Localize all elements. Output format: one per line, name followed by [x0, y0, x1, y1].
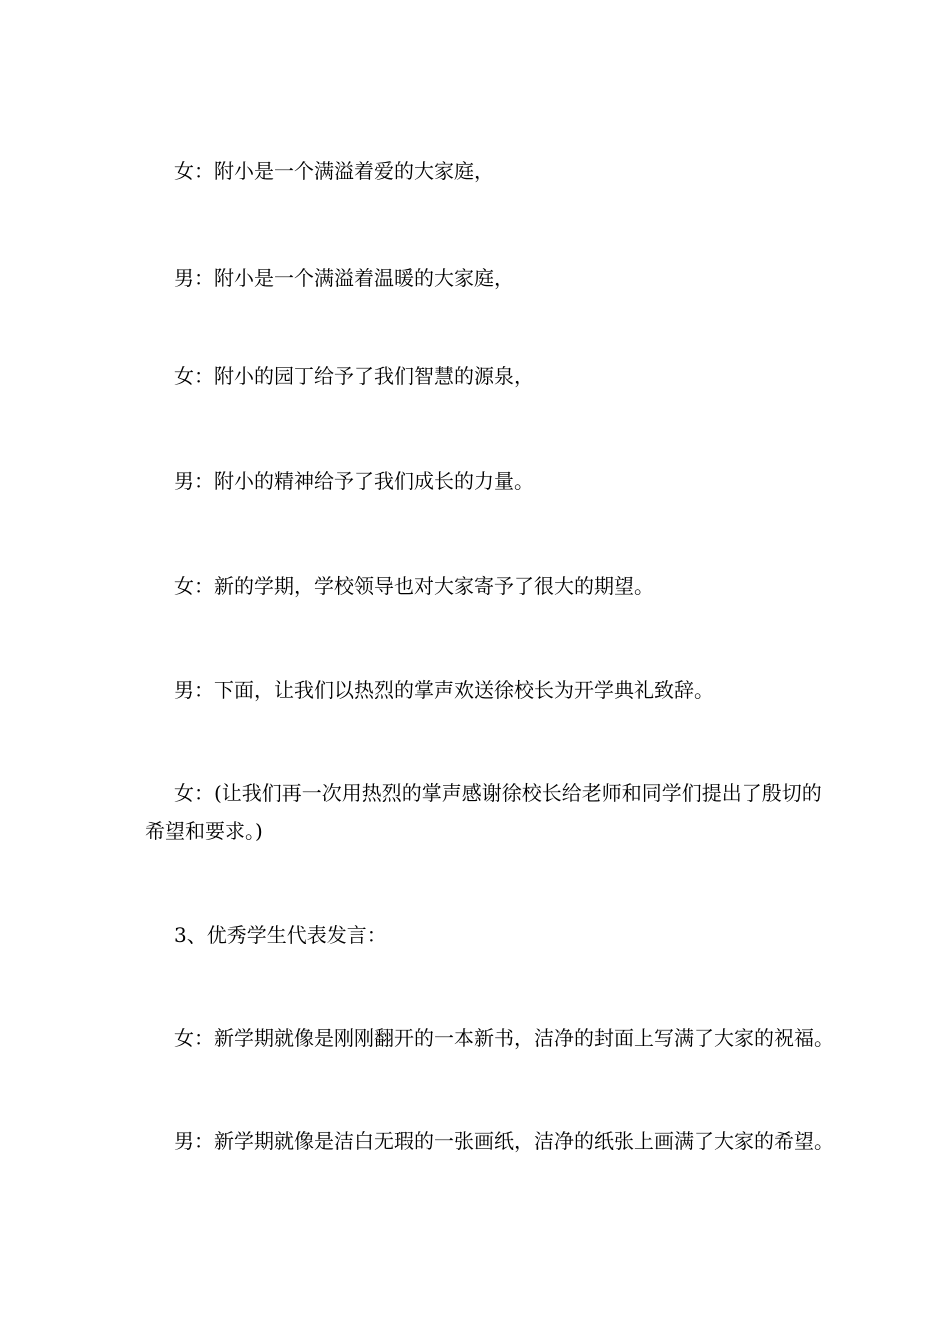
- paragraph-7: 女：(让我们再一次用热烈的掌声感谢徐校长给老师和同学们提出了殷切的希望和要求。): [145, 781, 822, 843]
- section-heading: 3、优秀学生代表发言：: [174, 923, 387, 947]
- paragraph-9: 男：新学期就像是洁白无瑕的一张画纸，洁净的纸张上画满了大家的希望。: [174, 1129, 834, 1153]
- paragraph-1: 女：附小是一个满溢着爱的大家庭，: [174, 159, 494, 183]
- paragraph-2: 男：附小是一个满溢着温暖的大家庭，: [174, 266, 514, 290]
- paragraph-6: 男：下面，让我们以热烈的掌声欢送徐校长为开学典礼致辞。: [174, 678, 714, 702]
- paragraph-8: 女：新学期就像是刚刚翻开的一本新书，洁净的封面上写满了大家的祝福。: [174, 1026, 834, 1050]
- paragraph-3: 女：附小的园丁给予了我们智慧的源泉，: [174, 364, 534, 388]
- paragraph-4: 男：附小的精神给予了我们成长的力量。: [174, 469, 534, 493]
- paragraph-5: 女：新的学期，学校领导也对大家寄予了很大的期望。: [174, 574, 654, 598]
